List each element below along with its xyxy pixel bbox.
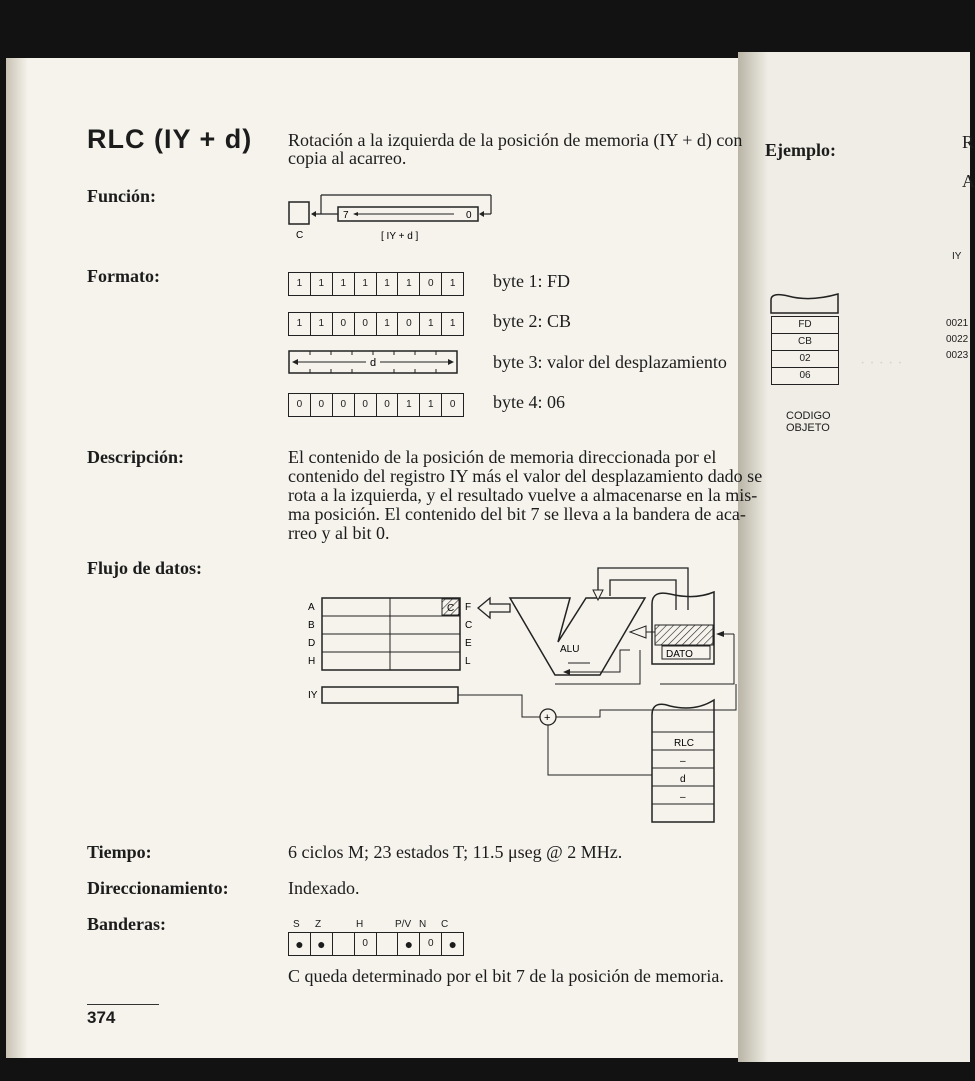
bit: 1 [311, 313, 333, 335]
reg-b: B [308, 620, 315, 631]
flag-s: S [293, 919, 300, 930]
bit: 1 [398, 394, 420, 416]
address-0023: 0023 [946, 350, 969, 361]
byte1-label: byte 1: FD [493, 271, 571, 291]
byte2-bits [288, 312, 464, 336]
page-number: 374 [87, 1008, 116, 1027]
mem-dash-1: – [680, 756, 686, 767]
byte1-bits [288, 272, 464, 296]
reg-h: H [308, 656, 316, 667]
obj-label-2: OBJETO [786, 422, 830, 434]
funcion-label: Función: [87, 186, 157, 206]
description-line-3: rota a la izquierda, y el resultado vuelve a almacenarse en la mis- [288, 485, 758, 505]
iy-label: IY [308, 690, 318, 701]
flag-cell-c: C [447, 603, 455, 614]
mem-d: d [680, 774, 686, 785]
byte3-label: byte 3: valor del desplazamiento [493, 352, 727, 372]
bit0-label: 0 [466, 210, 472, 221]
reg-l: L [465, 656, 471, 667]
obj-cell: 06 [799, 370, 811, 381]
bit: 1 [449, 278, 456, 289]
alu-label: ALU [560, 644, 580, 655]
rotation-diagram [286, 190, 506, 245]
bit: 1 [377, 273, 399, 295]
flag-pv: P/V [395, 919, 412, 930]
bit: 1 [420, 313, 442, 335]
reg-c: C [465, 620, 473, 631]
byte2-label: byte 2: CB [493, 311, 572, 331]
bit: 1 [355, 273, 377, 295]
bit: 1 [377, 313, 399, 335]
object-code-top [770, 292, 840, 314]
flag-value: ● [311, 933, 333, 955]
bit7-label: 7 [343, 210, 349, 221]
right-iy-label: IY [952, 251, 962, 262]
flag-value [333, 933, 355, 955]
flag-value: 0 [420, 933, 442, 955]
obj-cell: FD [772, 317, 838, 334]
reg-f: F [465, 602, 472, 613]
tiempo-value: 6 ciclos M; 23 estados T; 11.5 μseg @ 2 MHz. [288, 842, 623, 862]
page-number-rule [87, 1004, 159, 1005]
bit: 1 [449, 318, 456, 329]
d-label: d [370, 357, 377, 369]
data-flow-diagram [300, 560, 740, 830]
right-edge-r: R [962, 132, 975, 152]
direccionamiento-label: Direccionamiento: [87, 878, 229, 898]
bit: 0 [311, 394, 333, 416]
mem-rlc: RLC [674, 738, 695, 749]
carry-label: C [296, 230, 304, 241]
summary-line-2: copia al acarreo. [288, 148, 407, 168]
bit: 0 [355, 313, 377, 335]
byte3-displacement-field [288, 350, 460, 376]
bit: 1 [311, 273, 333, 295]
address-0021: 0021 [946, 318, 969, 329]
byte4-bits [288, 393, 464, 417]
bit: 0 [377, 394, 399, 416]
description-line-1: El contenido de la posición de memoria direccionada por el [288, 447, 717, 467]
ejemplo-label: Ejemplo: [765, 140, 836, 160]
book-spine [6, 58, 28, 1058]
obj-label-1: CODIGO [786, 410, 831, 422]
adder-plus: + [544, 712, 551, 724]
bit: 1 [289, 313, 311, 335]
direccionamiento-value: Indexado. [288, 878, 360, 898]
bit: 0 [333, 394, 355, 416]
description-line-2: contenido del registro IY más el valor del desplazamiento dado se [288, 466, 763, 486]
reg-d: D [308, 638, 316, 649]
flag-value: ● [289, 933, 311, 955]
dato-label: DATO [666, 649, 693, 660]
bit: 0 [398, 313, 420, 335]
reg-a: A [308, 602, 315, 613]
bit: 0 [289, 394, 311, 416]
flag-value: ● [398, 933, 420, 955]
flag-h: H [356, 919, 364, 930]
obj-cell: CB [772, 334, 838, 351]
flujo-label: Flujo de datos: [87, 558, 203, 578]
obj-cell: 02 [772, 351, 838, 368]
object-code-box [771, 316, 839, 385]
mem-dash-2: – [680, 792, 686, 803]
bit: 1 [398, 273, 420, 295]
bit: 1 [420, 394, 442, 416]
page-fold [738, 52, 768, 1062]
bit: 1 [333, 273, 355, 295]
location-label: [ IY + d ] [381, 231, 419, 242]
page-title: RLC (IY + d) [87, 124, 253, 154]
right-edge-a: A [962, 171, 975, 191]
bit: 0 [449, 399, 456, 410]
right-page [738, 52, 970, 1062]
banderas-label: Banderas: [87, 914, 167, 934]
bit: 0 [420, 273, 442, 295]
bit: 0 [355, 394, 377, 416]
bit: 0 [333, 313, 355, 335]
flags-note: C queda determinado por el bit 7 de la posición de memoria. [288, 966, 724, 986]
address-0022: 0022 [946, 334, 969, 345]
flag-z: Z [315, 919, 322, 930]
flags-table [288, 932, 464, 956]
descripcion-label: Descripción: [87, 447, 184, 467]
description-line-4: ma posición. El contenido del bit 7 se lleva a la bandera de aca- [288, 504, 746, 524]
formato-label: Formato: [87, 266, 160, 286]
flag-value: 0 [355, 933, 377, 955]
flag-c: C [441, 919, 449, 930]
description-line-5: rreo y al bit 0. [288, 523, 390, 543]
summary-line-1: Rotación a la izquierda de la posición de memoria (IY + d) con [288, 130, 743, 150]
flag-n: N [419, 919, 427, 930]
flag-value: ● [448, 936, 457, 952]
flag-value [377, 933, 399, 955]
bleed-text: · · · · · [860, 355, 903, 372]
byte4-label: byte 4: 06 [493, 392, 565, 412]
tiempo-label: Tiempo: [87, 842, 152, 862]
reg-e: E [465, 638, 472, 649]
bit: 1 [289, 273, 311, 295]
